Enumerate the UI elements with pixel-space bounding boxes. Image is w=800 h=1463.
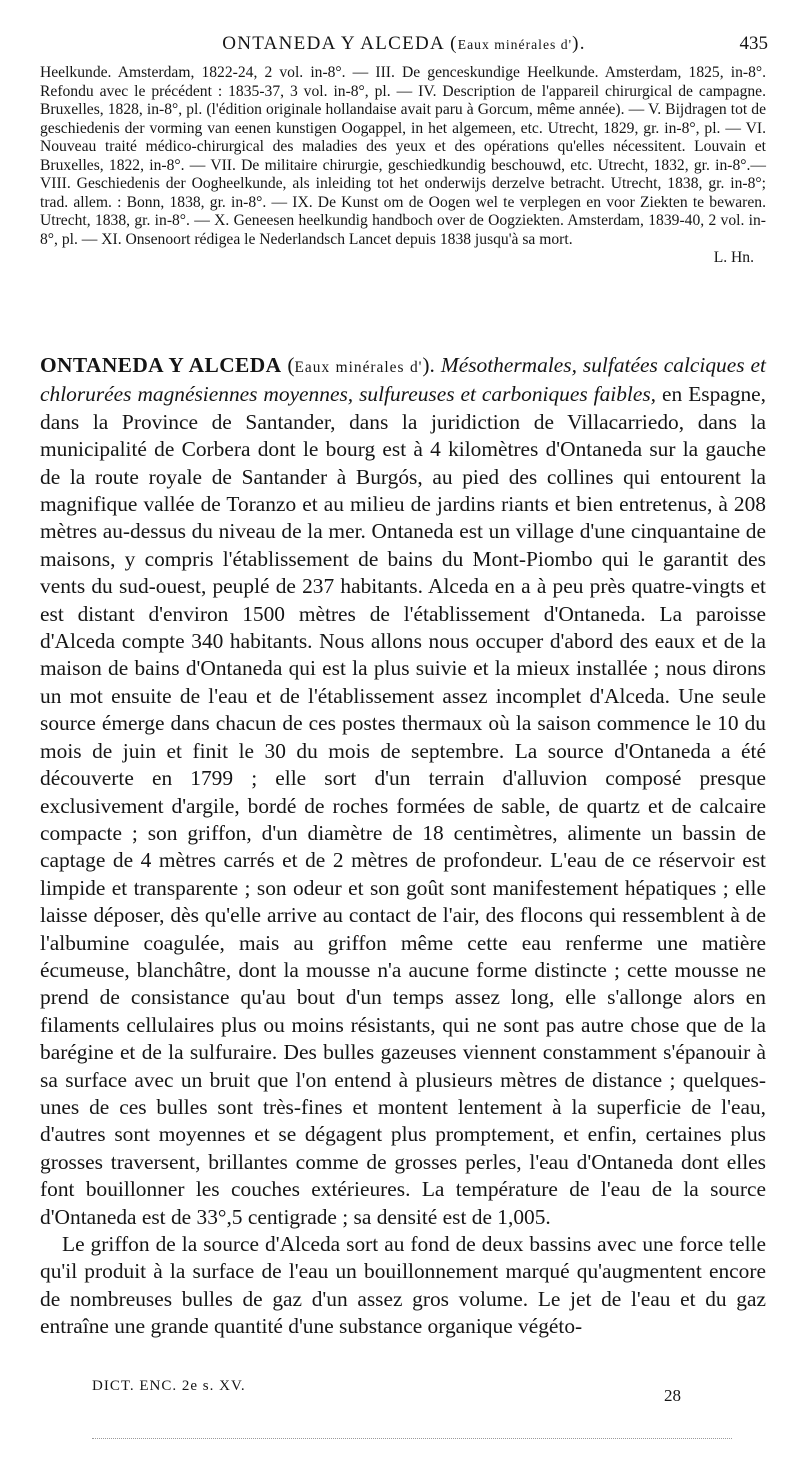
bottom-divider [92, 1438, 732, 1439]
headword-subtitle: Eaux minérales d' [294, 359, 423, 376]
article-paragraph-1-body: en Espagne, dans la Province de Santander, dans la juridiction de Villacarriedo, dans la municipalité de Corbera dont le bourg est à 4 kilomètres d'Ontaneda sur la gauche de la route royale de Santander à Burgós, au pied des collines qui entourent la magnifique vallée de Toranzo et au milieu de jardins riants et bien entretenus, à 208 mètres au-dessus du niveau de la mer. Ontaneda est un village d'une cinquantaine de maisons, y compris l'établissement de bains du Mont-Piombo qui le garantit des vents du sud-ouest, peuplé de 237 habitants. Alceda en a à peu près quatre-vingts et est distant d'environ 1500 mètres de l'établissement d'Ontaneda. La paroisse d'Alceda compte 340 habitants. Nous allons nous occuper d'abord des eaux et de la maison de bains d'Ontaneda qui est la plus suivie et la mieux installée ; nous dirons un mot ensuite de l'eau et de l'établissement assez incomplet d'Alceda. Une seule source émerge dans chacun de ces postes thermaux où la saison commence le 10 du mois de juin et finit le 30 du mois de septembre. La source d'Ontaneda a été découverte en 1799 ; elle sort d'un terrain d'alluvion composé presque exclusivement d'argile, bordé de roches formées de sable, de quartz et de calcaire compacte ; son griffon, d'un diamètre de 18 centimètres, alimente un bassin de captage de 4 mètres carrés et de 2 mètres de profondeur. L'eau de ce réservoir est limpide et transparente ; son odeur et son goût sont manifestement hépatiques ; elle laisse déposer, dès qu'elle arrive au contact de l'air, des flocons qui ressemblent à de l'albumine coagulée, mais au griffon même cette eau renferme une matière écumeuse, blanchâtre, dont la mousse n'a aucune forme distincte ; cette mousse ne prend de consistance qu'au bout d'un temps assez long, elle s'allonge alors en filaments cellulaires plus ou moins résistants, qui ne sont pas autre chose que de la barégine et de la sulfuraire. Des bulles gazeuses viennent constamment s'épanouir à sa surface avec un bruit que l'on entend à plusieurs mètres de distance ; quelques-unes de ces bulles sont très-fines et montent lentement à la superficie de l'eau, d'autres sont moyennes et se dégagent plus promptement, et enfin, certaines plus grosses traversent, brillantes comme de grosses perles, l'eau d'Ontaneda dont elles font bouillonner les couches extérieures. La température de l'eau de la source d'Ontaneda est de 33°,5 centigrade ; sa densité est de 1,005. [40, 382, 767, 1229]
headword-paren-open: ( [287, 353, 295, 377]
article-paragraph-2: Le griffon de la source d'Alceda sort au fond de deux bassins avec une force telle qu'il produit à la surface de l'eau un bouillonnement marqué qu'augmentent encore de nombreuses bulles de gaz d'un assez gros volume. Le jet de l'eau et du gaz entraîne une grande quantité d'une substance organique végéto- [40, 1232, 766, 1339]
signature-mark: DICT. ENC. 2e s. XV. [92, 1378, 246, 1394]
article-paragraph-1 [40, 352, 766, 1231]
page-number: 435 [739, 33, 768, 54]
running-title-smallcaps: Eaux minérales d' [457, 37, 573, 52]
running-title [40, 33, 768, 55]
headword-paren-close: ). [422, 353, 435, 377]
article-classification: Mésothermales, sulfatées calciques et chlorurées magnésiennes moyennes, sulfureuses et carboniques faibles, [40, 353, 766, 407]
article-ontaneda-y-alceda [40, 352, 766, 1341]
running-title-main: ONTANEDA Y ALCEDA ( [222, 33, 458, 54]
previous-entry-bibliography [40, 64, 766, 268]
article-headword: ONTANEDA Y ALCEDA [40, 353, 282, 377]
bibliography-text: Heelkunde. Amsterdam, 1822-24, 2 vol. in-8°. — III. De genceskundige Heelkunde. Amsterdam, 1825, in-8°. Refondu avec le précédent : 1835-37, 3 vol. in-8°, pl. — IV. Description de l'appareil chirurgical de campagne. Bruxelles, 1828, in-8°, pl. (l'édition originale hollandaise avait paru à Gorcum, même année). — V. Bijdragen tot de geschiedenis der vorming van eenen kunstigen Oogappel, in het algemeen, etc. Utrecht, 1829, gr. in-8°, pl. — VI. Nouveau traité médico-chirurgical des maladies des yeux et des opérations qu'elles nécessitent. Louvain et Bruxelles, 1822, in-8°. — VII. De militaire chirurgie, geschiedkundig beschouwd, etc. Utrecht, 1832, gr. in-8°.— VIII. Geschiedenis der Oogheelkunde, als inleiding tot het onderwijs derzelve betracht. Utrecht, 1838, gr. in-8°; trad. allem. : Bonn, 1838, gr. in-8°. — IX. De Kunst om de Oogen wel te verplegen en voor Ziekten te bewaren. Utrecht, 1838, gr. in-8°. — X. Geneesen heelkundig handboch over de Oogziekten. Amsterdam, 1839-40, 2 vol. in-8°, pl. — XI. Onsenoort rédigea le Nederlandsch Lancet depuis 1838 jusqu'à sa mort. [40, 64, 766, 248]
page-footer [40, 1376, 766, 1416]
running-title-end: ). [572, 33, 586, 54]
sheet-number: 28 [664, 1386, 681, 1405]
author-signature: L. Hn. [713, 249, 754, 267]
running-head [40, 33, 768, 59]
